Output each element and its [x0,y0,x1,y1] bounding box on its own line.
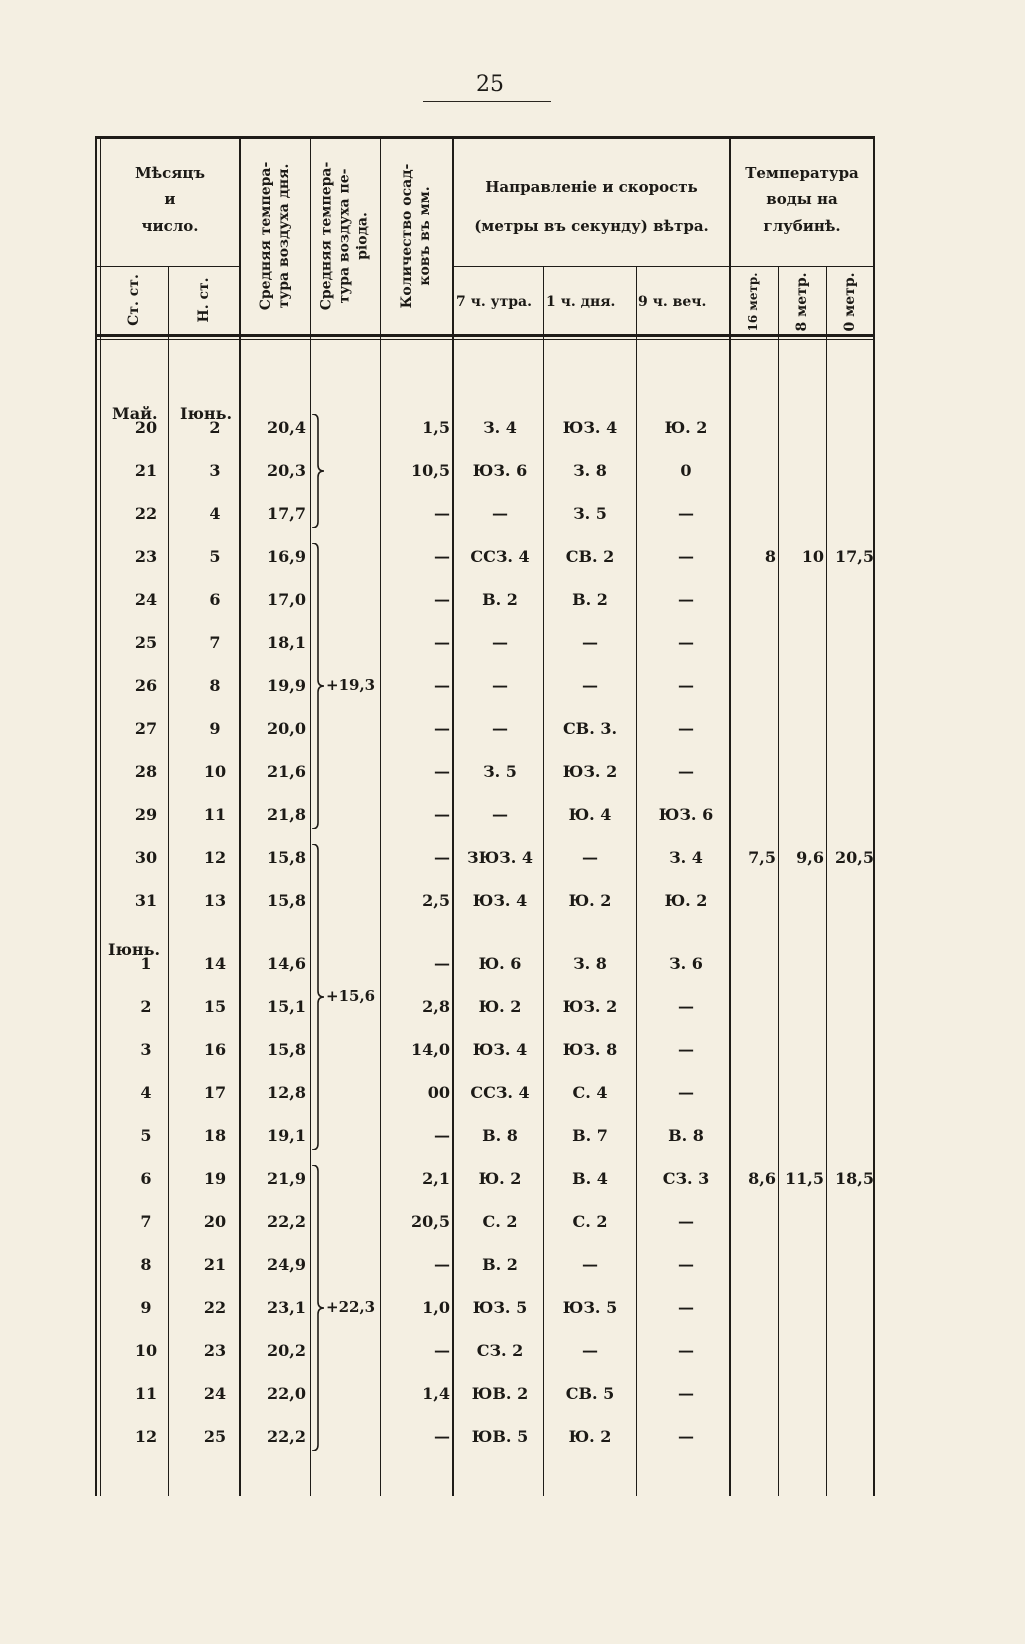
cell-wind-7: ЮЗ. 6 [472,461,528,480]
cell-new-date: 11 [203,805,227,824]
month-label-june-old: Іюнь. [108,940,161,959]
cell-wind-1: СВ. 3. [562,719,618,738]
cell-old-date: 11 [134,1384,158,1403]
cell-precipitation: — [434,1255,450,1274]
cell-precipitation: — [434,762,450,781]
header-wind-line-2: (метры въ секунду) вѣтра. [474,217,709,235]
cell-depth-16: 7,5 [748,848,776,867]
header-avg-temp-period [318,162,373,311]
cell-old-date: 21 [134,461,158,480]
cell-wind-7: ССЗ. 4 [470,1083,530,1102]
cell-new-date: 23 [203,1341,227,1360]
header-water-line-1: Температура [745,164,859,182]
cell-depth-8: 10 [801,547,824,566]
header-water-line-3: глубинѣ. [763,216,841,235]
cell-precipitation: — [434,590,450,609]
cell-day-temp: 17,7 [267,504,306,523]
cell-wind-9: З. 4 [669,848,703,867]
cell-wind-9: — [678,676,694,695]
cell-day-temp: 16,9 [267,547,306,566]
cell-precipitation: — [434,633,450,652]
cell-new-date: 12 [203,848,227,867]
cell-wind-9: — [678,1341,694,1360]
water-subheader-rule [730,266,875,267]
cell-old-date: 8 [140,1255,152,1274]
cell-day-temp: 20,4 [267,418,306,437]
cell-wind-7: ЮВ. 5 [471,1427,529,1446]
header-water-group [731,160,873,239]
cell-old-date: 4 [140,1083,152,1102]
cell-old-date: 31 [134,891,158,910]
cell-wind-1: С. 2 [572,1212,608,1231]
cell-wind-1: — [582,1341,598,1360]
cell-precipitation: 1,5 [422,418,450,437]
cell-old-date: 23 [134,547,158,566]
cell-wind-1: ЮЗ. 2 [562,997,618,1016]
header-wind-7: 7 ч. утра. [456,294,532,310]
cell-wind-9: — [678,1298,694,1317]
cell-wind-1: — [582,676,598,695]
col-rule-w7-w1 [543,266,544,1496]
cell-new-date: 16 [203,1040,227,1059]
cell-wind-1: З. 8 [573,954,607,973]
header-wind-group [454,168,729,246]
cell-depth-0: 18,5 [835,1169,874,1188]
cell-wind-9: — [678,1212,694,1231]
cell-new-date: 15 [203,997,227,1016]
cell-wind-1: Ю. 4 [568,805,612,824]
cell-wind-7: — [492,633,508,652]
header-avg-temp-day [257,162,293,311]
cell-old-date: 22 [134,504,158,523]
col-rule-left-outer [95,136,97,1496]
cell-old-date: 29 [134,805,158,824]
cell-day-temp: 12,8 [267,1083,306,1102]
cell-day-temp: 19,9 [267,676,306,695]
cell-wind-7: ЮЗ. 5 [472,1298,528,1317]
header-month-line-3: число. [141,216,199,235]
cell-new-date: 22 [203,1298,227,1317]
cell-new-date: 13 [203,891,227,910]
cell-wind-1: ЮЗ. 4 [562,418,618,437]
header-depth-8: 8 метр. [793,272,810,332]
cell-depth-8: 11,5 [785,1169,824,1188]
cell-wind-7: — [492,719,508,738]
cell-new-date: 9 [209,719,221,738]
cell-wind-7: З. 4 [483,418,517,437]
cell-old-date: 28 [134,762,158,781]
cell-day-temp: 15,1 [267,997,306,1016]
cell-wind-9: — [678,504,694,523]
period-brace-1 [310,414,330,528]
cell-new-date: 19 [203,1169,227,1188]
cell-old-date: 30 [134,848,158,867]
cell-new-date: 24 [203,1384,227,1403]
cell-precipitation: 2,8 [422,997,450,1016]
cell-new-date: 5 [209,547,221,566]
col-rule-wind-water [729,136,731,1496]
cell-precipitation: 2,5 [422,891,450,910]
header-depth-0: 0 метр. [841,272,858,332]
cell-wind-1: СВ. 5 [565,1384,615,1403]
cell-wind-7: Ю. 2 [478,997,522,1016]
cell-wind-9: СЗ. 3 [662,1169,710,1188]
cell-new-date: 3 [209,461,221,480]
cell-new-date: 25 [203,1427,227,1446]
cell-day-temp: 22,2 [267,1212,306,1231]
header-wind-9: 9 ч. веч. [638,294,707,310]
cell-day-temp: 20,2 [267,1341,306,1360]
cell-wind-7: З. 5 [483,762,517,781]
cell-wind-9: 0 [680,461,692,480]
cell-wind-7: С. 2 [482,1212,518,1231]
cell-wind-9: — [678,633,694,652]
header-avg-temp-period-line-3: ріода. [355,212,372,260]
cell-precipitation: — [434,1427,450,1446]
cell-precipitation: 1,0 [422,1298,450,1317]
cell-day-temp: 15,8 [267,891,306,910]
cell-wind-7: В. 8 [482,1126,518,1145]
cell-wind-9: — [678,547,694,566]
cell-wind-7: ССЗ. 4 [470,547,530,566]
period-mean-2: +19,3 [326,676,376,694]
header-avg-temp-period-line-1: Средняя темпера- [318,161,335,311]
table-header-bottom-rule [95,334,875,337]
cell-new-date: 7 [209,633,221,652]
cell-new-date: 2 [209,418,221,437]
col-rule-d16-d8 [778,266,779,1496]
page-number: 25 [476,72,504,97]
cell-old-date: 1 [140,954,152,973]
header-month-line-1: Мѣсяцъ [135,164,205,182]
cell-new-date: 20 [203,1212,227,1231]
cell-new-date: 17 [203,1083,227,1102]
table-header-bottom-rule-2 [95,339,875,340]
cell-wind-7: В. 2 [482,1255,518,1274]
header-precipitation [398,164,434,309]
cell-wind-1: В. 2 [572,590,608,609]
header-precipitation-line-2: ковъ въ мм. [417,186,433,286]
header-avg-temp-period-line-2: тура воздуха пе- [336,168,353,304]
header-month-line-2: и [164,190,176,209]
col-rule-right-outer [873,136,875,1496]
cell-wind-1: З. 8 [573,461,607,480]
cell-wind-1: ЮЗ. 5 [562,1298,618,1317]
header-precipitation-line-1: Количество осад- [398,163,415,309]
period-mean-4: +22,3 [326,1298,376,1316]
cell-wind-1: ЮЗ. 8 [562,1040,618,1059]
cell-day-temp: 15,8 [267,848,306,867]
cell-day-temp: 21,6 [267,762,306,781]
cell-wind-1: Ю. 2 [568,1427,612,1446]
cell-day-temp: 17,0 [267,590,306,609]
col-rule-precip-wind [452,136,454,1496]
header-wind-line-1: Направленіе и скорость [485,178,698,196]
cell-old-date: 27 [134,719,158,738]
cell-wind-1: С. 4 [572,1083,608,1102]
cell-depth-8: 9,6 [796,848,824,867]
cell-wind-7: В. 2 [482,590,518,609]
wind-subheader-rule [452,266,730,267]
cell-wind-7: Ю. 6 [478,954,522,973]
cell-old-date: 10 [134,1341,158,1360]
cell-wind-7: СЗ. 2 [476,1341,524,1360]
cell-day-temp: 20,0 [267,719,306,738]
cell-precipitation: — [434,1341,450,1360]
cell-day-temp: 23,1 [267,1298,306,1317]
cell-wind-7: Ю. 2 [478,1169,522,1188]
cell-new-date: 4 [209,504,221,523]
cell-wind-9: — [678,1427,694,1446]
cell-wind-7: ЮЗ. 4 [472,891,528,910]
cell-wind-1: В. 4 [572,1169,608,1188]
cell-new-date: 21 [203,1255,227,1274]
cell-day-temp: 20,3 [267,461,306,480]
cell-new-date: 8 [209,676,221,695]
cell-day-temp: 21,8 [267,805,306,824]
cell-precipitation: 14,0 [411,1040,450,1059]
header-old-style: Ст. ст. [125,274,142,326]
cell-wind-7: ЗЮЗ. 4 [467,848,533,867]
col-rule-d8-d0 [826,266,827,1496]
cell-depth-0: 20,5 [835,848,874,867]
cell-wind-9: — [678,1040,694,1059]
cell-wind-1: В. 7 [572,1126,608,1145]
header-wind-1: 1 ч. дня. [546,294,616,310]
cell-wind-9: — [678,762,694,781]
cell-old-date: 6 [140,1169,152,1188]
cell-day-temp: 19,1 [267,1126,306,1145]
cell-old-date: 12 [134,1427,158,1446]
cell-new-date: 18 [203,1126,227,1145]
cell-precipitation: — [434,1126,450,1145]
cell-day-temp: 21,9 [267,1169,306,1188]
header-water-line-2: воды на [766,190,838,209]
cell-day-temp: 14,6 [267,954,306,973]
cell-day-temp: 18,1 [267,633,306,652]
cell-old-date: 2 [140,997,152,1016]
cell-wind-7: ЮЗ. 4 [472,1040,528,1059]
cell-wind-7: — [492,676,508,695]
cell-depth-0: 17,5 [835,547,874,566]
cell-depth-16: 8 [764,547,776,566]
cell-precipitation: — [434,676,450,695]
cell-wind-1: — [582,633,598,652]
cell-old-date: 7 [140,1212,152,1231]
period-mean-3: +15,6 [326,987,376,1005]
cell-precipitation: 2,1 [422,1169,450,1188]
cell-old-date: 5 [140,1126,152,1145]
cell-wind-9: ЮЗ. 6 [658,805,714,824]
col-rule-w1-w9 [636,266,637,1496]
col-rule-left-inner [100,136,101,1496]
cell-wind-9: Ю. 2 [664,418,708,437]
cell-wind-7: — [492,805,508,824]
cell-wind-9: — [678,1083,694,1102]
cell-new-date: 6 [209,590,221,609]
cell-old-date: 9 [140,1298,152,1317]
cell-old-date: 20 [134,418,158,437]
cell-precipitation: — [434,848,450,867]
cell-wind-9: — [678,590,694,609]
cell-new-date: 14 [203,954,227,973]
cell-wind-9: — [678,1255,694,1274]
col-rule-old-new [168,266,169,1496]
cell-day-temp: 22,2 [267,1427,306,1446]
month-label-may: Май. [112,404,158,423]
cell-precipitation: — [434,547,450,566]
cell-old-date: 3 [140,1040,152,1059]
cell-wind-1: — [582,848,598,867]
cell-wind-1: З. 5 [573,504,607,523]
header-new-style: Н. ст. [195,277,212,323]
cell-precipitation: 10,5 [411,461,450,480]
header-month-group [101,160,239,239]
cell-old-date: 24 [134,590,158,609]
cell-precipitation: — [434,954,450,973]
cell-new-date: 10 [203,762,227,781]
cell-wind-9: В. 8 [668,1126,704,1145]
cell-depth-16: 8,6 [748,1169,776,1188]
cell-wind-7: ЮВ. 2 [471,1384,529,1403]
table-top-rule [95,136,875,139]
cell-precipitation: — [434,805,450,824]
cell-day-temp: 24,9 [267,1255,306,1274]
header-depth-16: 16 метр. [746,272,761,332]
header-avg-temp-day-line-1: Средняя темпера- [257,161,274,311]
cell-old-date: 26 [134,676,158,695]
cell-wind-1: — [582,1255,598,1274]
cell-wind-7: — [492,504,508,523]
cell-wind-9: — [678,1384,694,1403]
cell-day-temp: 22,0 [267,1384,306,1403]
cell-wind-1: СВ. 2 [565,547,615,566]
cell-precipitation: 00 [427,1083,450,1102]
cell-wind-1: Ю. 2 [568,891,612,910]
cell-wind-1: ЮЗ. 2 [562,762,618,781]
month-label-june-new: Іюнь. [180,404,233,423]
cell-precipitation: — [434,504,450,523]
cell-precipitation: 1,4 [422,1384,450,1403]
cell-precipitation: — [434,719,450,738]
cell-old-date: 25 [134,633,158,652]
cell-precipitation: 20,5 [411,1212,450,1231]
cell-wind-9: З. 6 [669,954,703,973]
header-avg-temp-day-line-2: тура воздуха дня. [276,163,292,309]
cell-wind-9: — [678,997,694,1016]
cell-wind-9: — [678,719,694,738]
cell-wind-9: Ю. 2 [664,891,708,910]
cell-day-temp: 15,8 [267,1040,306,1059]
